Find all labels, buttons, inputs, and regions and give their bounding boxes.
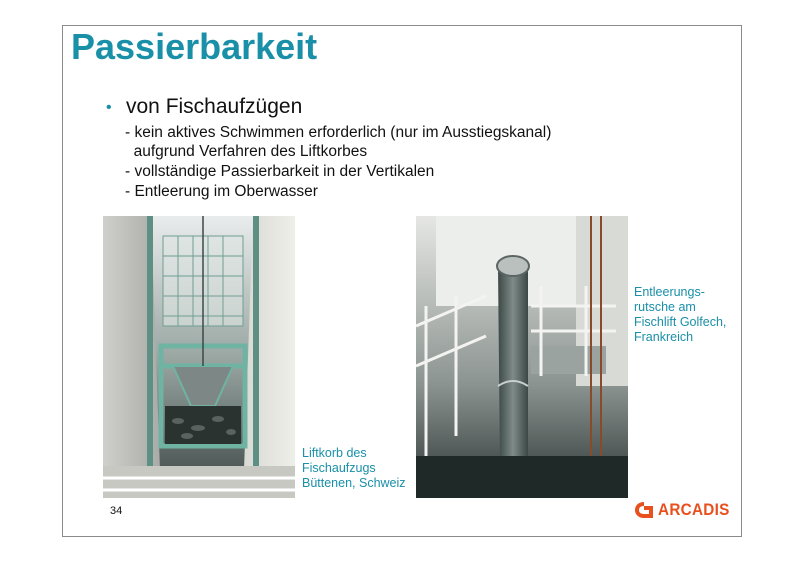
- bullet-heading: von Fischaufzügen: [126, 95, 303, 118]
- slide-title: Passierbarkeit: [71, 26, 318, 67]
- page-number: 34: [110, 505, 123, 517]
- arcadis-logo: [634, 499, 738, 521]
- bullet-subitem: - Entleerung im Oberwasser: [125, 183, 318, 200]
- caption-line: Fischaufzugs: [302, 461, 376, 475]
- bullet-subitem: aufgrund Verfahren des Liftkorbes: [125, 143, 368, 160]
- photo-fish-lift-basket: [103, 216, 295, 498]
- photo-discharge-chute-image: [416, 216, 628, 498]
- caption-line: Liftkorb des: [302, 446, 367, 460]
- bullet-subitem: - kein aktives Schwimmen erforderlich (nur im Ausstiegskanal): [125, 124, 552, 141]
- caption-line: Frankreich: [634, 330, 694, 344]
- caption-line: Entleerungs-: [634, 285, 705, 299]
- caption-left: [302, 446, 406, 491]
- caption-line: Büttenen, Schweiz: [302, 476, 406, 490]
- logo-text: ARCADIS: [658, 500, 730, 519]
- caption-right: [634, 285, 726, 345]
- caption-line: Fischlift Golfech,: [634, 315, 727, 329]
- bullet-marker: •: [106, 99, 112, 116]
- caption-line: rutsche am: [634, 300, 696, 314]
- photo-discharge-chute: [416, 216, 628, 498]
- photo-fish-lift-basket-image: [103, 216, 295, 498]
- bullet-subitem: - vollständige Passierbarkeit in der Vertikalen: [125, 163, 435, 180]
- arcadis-logo-icon: [634, 501, 654, 519]
